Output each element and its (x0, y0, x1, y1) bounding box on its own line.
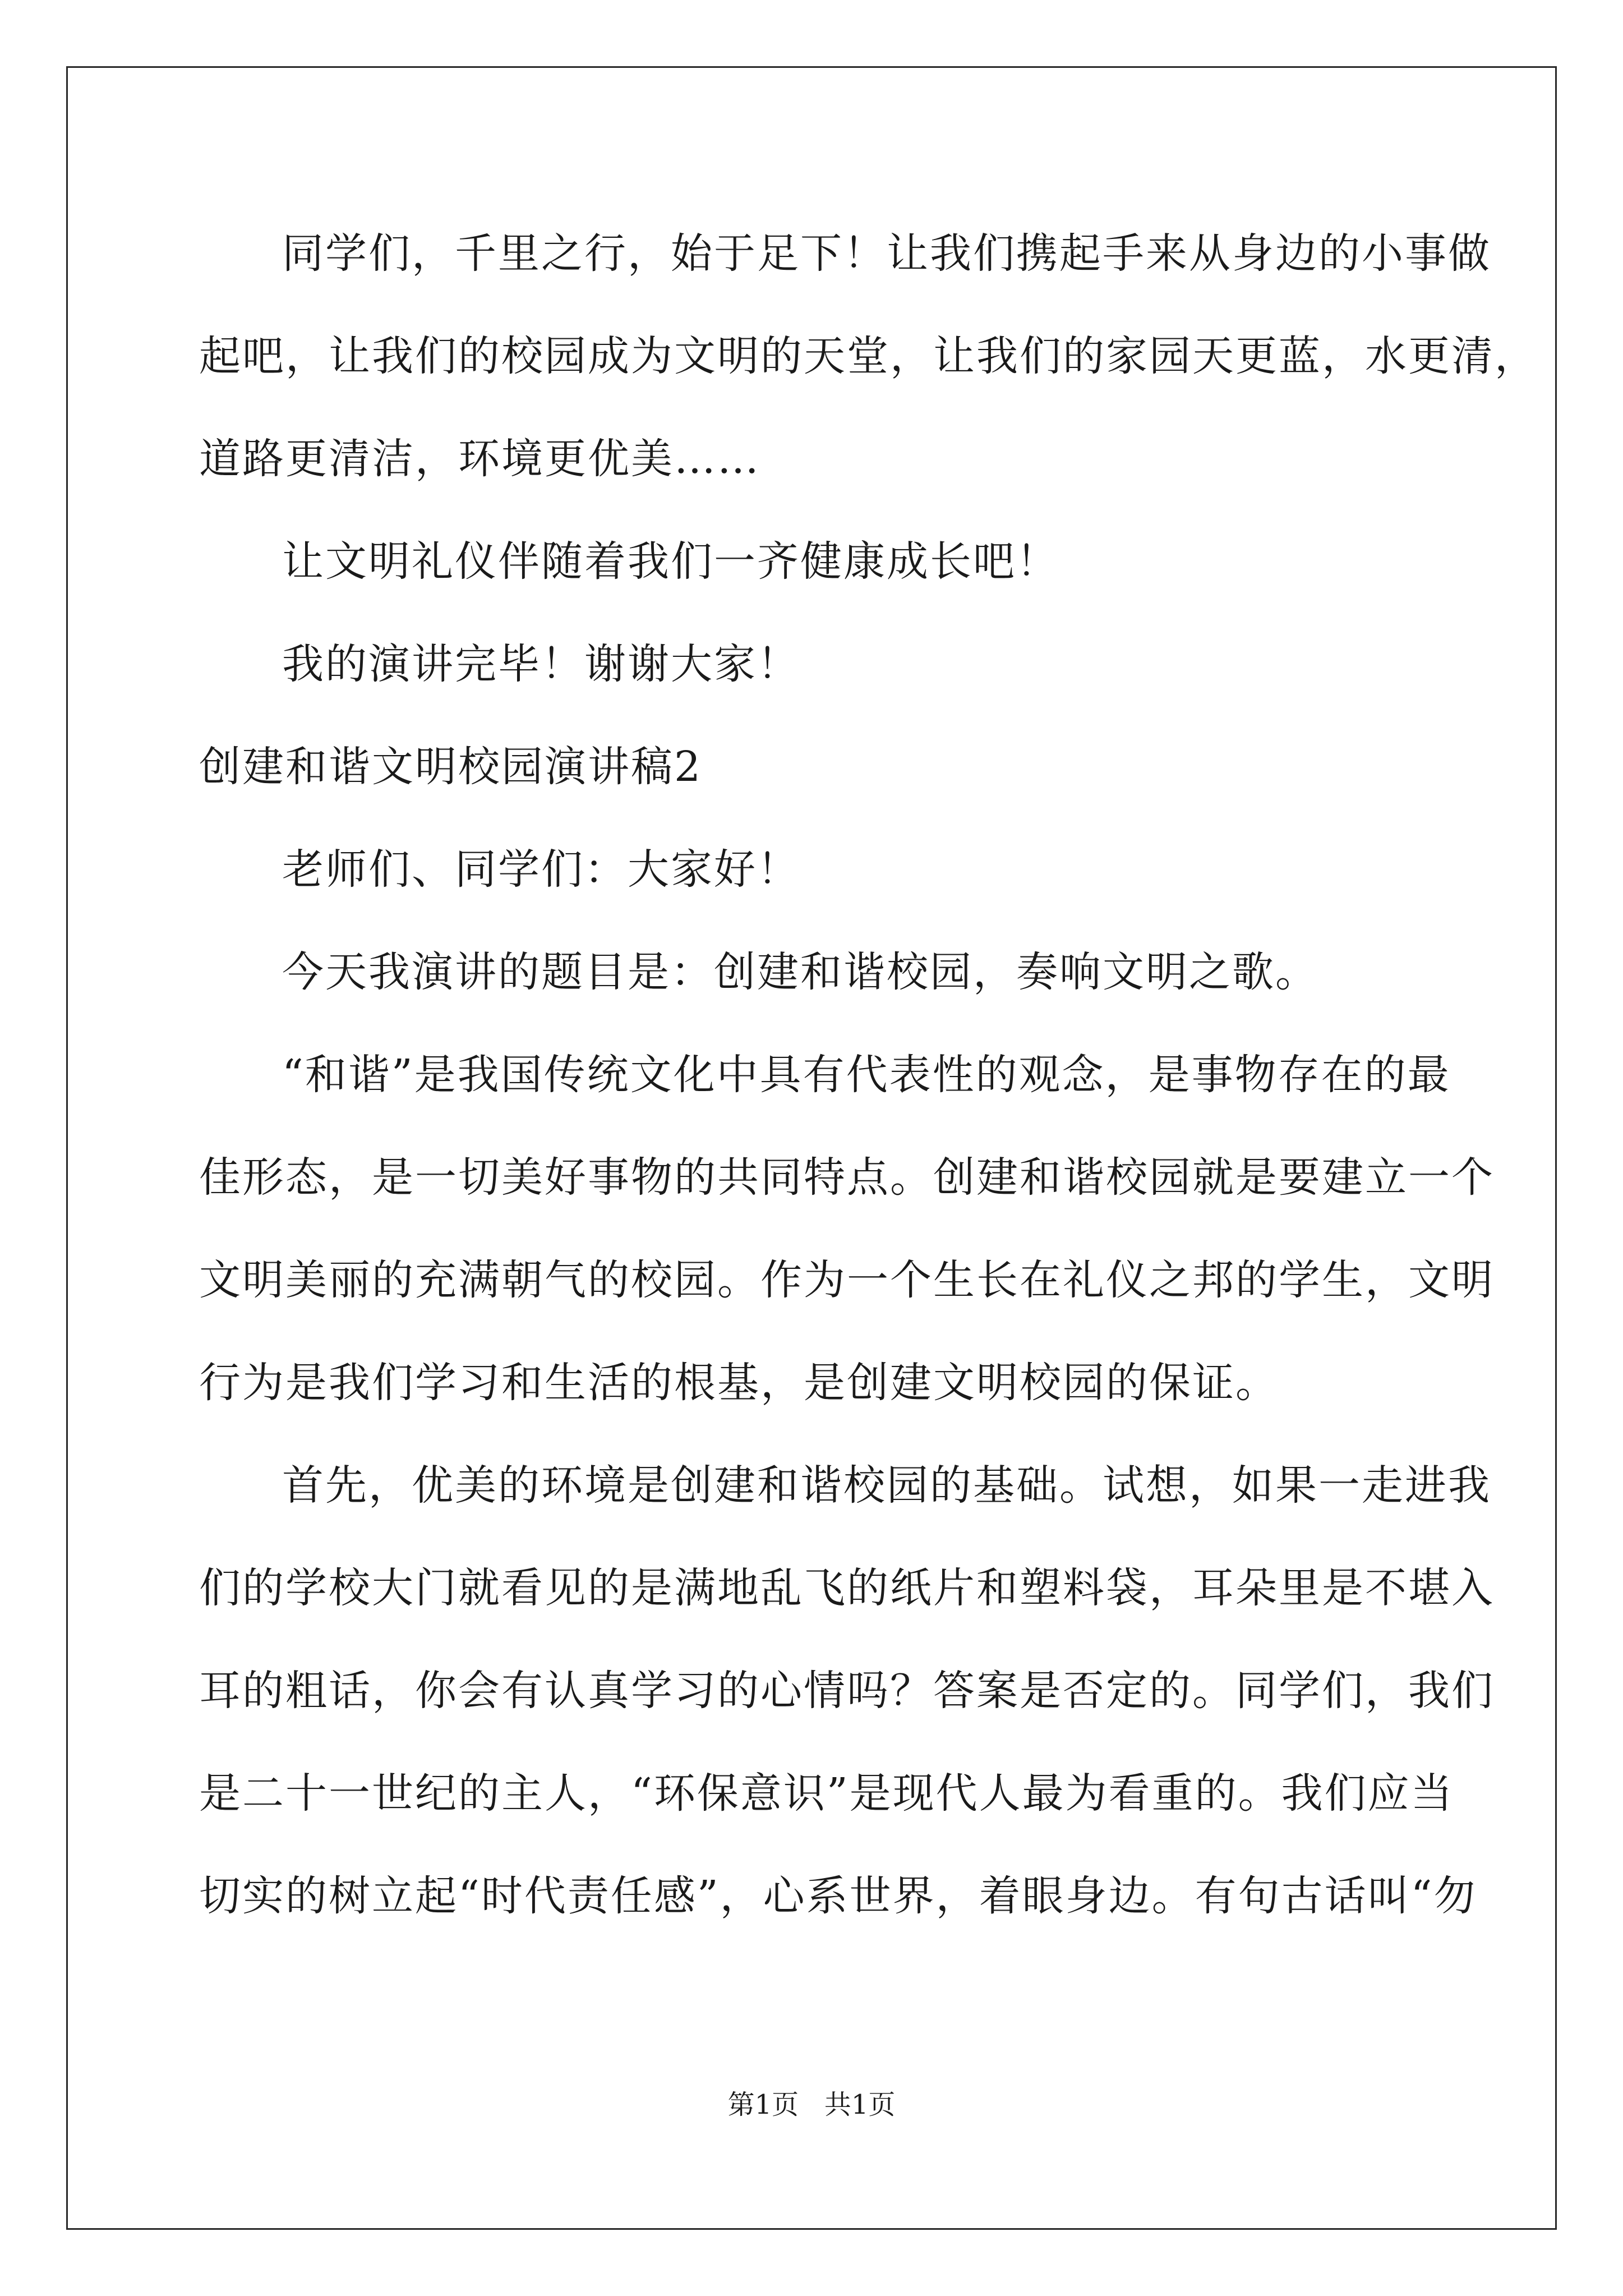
text-line: 切实的树立起“时代责任感”，心系世界，着眼身边。有句古话叫“勿 (199, 1872, 1477, 1920)
text-line: 是二十一世纪的主人，“环保意识”是现代人最为看重的。我们应当 (199, 1769, 1454, 1818)
text-line: 文明美丽的充满朝气的校园。作为一个生长在礼仪之邦的学生，文明 (199, 1256, 1495, 1304)
page-number-footer: 第1页 共1页 (727, 2089, 896, 2120)
text-line: 让文明礼仪伴随着我们一齐健康成长吧！ (282, 537, 1059, 586)
text-line: 行为是我们学习和生活的根基，是创建文明校园的保证。 (199, 1359, 1279, 1407)
text-line: 耳的粗话，你会有认真学习的心情吗？答案是否定的。同学们，我们 (199, 1667, 1495, 1715)
document-body (199, 220, 1538, 1965)
section-heading: 创建和谐文明校园演讲稿2 (199, 743, 703, 791)
text-line: “和谐”是我国传统文化中具有代表性的观念，是事物存在的最 (282, 1051, 1451, 1099)
text-line: 起吧，让我们的校园成为文明的天堂，让我们的家园天更蓝，水更清， (199, 332, 1538, 380)
text-line: 老师们、同学们：大家好！ (282, 845, 800, 894)
text-line: 们的学校大门就看见的是满地乱飞的纸片和塑料袋，耳朵里是不堪入 (199, 1564, 1495, 1612)
text-line: 我的演讲完毕！谢谢大家！ (282, 640, 800, 688)
text-line: 首先，优美的环境是创建和谐校园的基础。试想，如果一走进我 (282, 1461, 1491, 1510)
text-line: 今天我演讲的题目是：创建和谐校园，奏响文明之歌。 (282, 948, 1318, 996)
text-line: 同学们，千里之行，始于足下！让我们携起手来从身边的小事做 (282, 229, 1491, 278)
text-line: 佳形态，是一切美好事物的共同特点。创建和谐校园就是要建立一个 (199, 1153, 1495, 1202)
text-line: 道路更清洁，环境更优美…… (199, 435, 760, 483)
